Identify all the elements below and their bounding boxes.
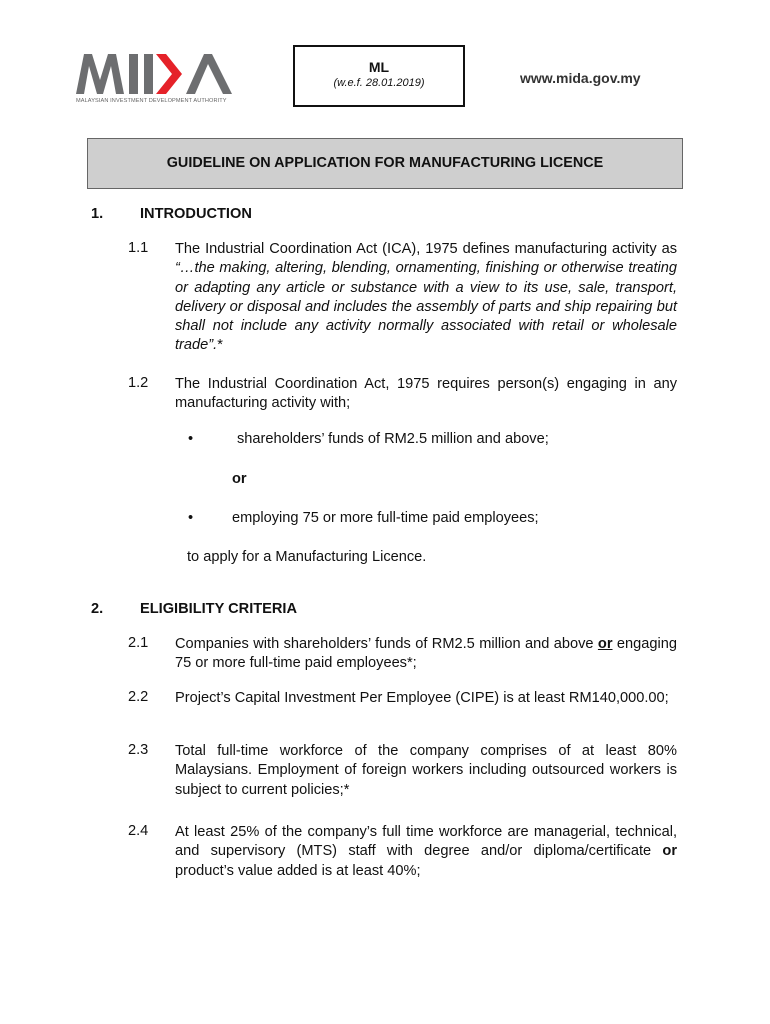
form-code: ML: [368, 59, 390, 75]
bullet-item: employing 75 or more full-time paid employees;: [232, 510, 539, 526]
footnote-mark: *: [217, 337, 223, 354]
section-heading: INTRODUCTION: [140, 206, 252, 222]
bullet-icon: •: [188, 510, 194, 526]
closing-text: to apply for a Manufacturing Licence.: [187, 549, 427, 565]
or-label: or: [232, 471, 247, 487]
para-number: 2.1: [128, 635, 149, 651]
website-url: www.mida.gov.my: [520, 70, 641, 86]
para-number: 2.4: [128, 823, 149, 839]
text: At least 25% of the company’s full time workforce are managerial, technical, and supervisory (MTS) staff with degree and/or diploma/certificate: [175, 824, 677, 860]
para-number: 2.3: [128, 742, 149, 758]
para-number: 2.2: [128, 689, 149, 705]
section-number: 2.: [91, 601, 104, 617]
logo-subtitle: MALAYSIAN INVESTMENT DEVELOPMENT AUTHORITY: [76, 98, 227, 104]
bullet-icon: •: [188, 431, 194, 447]
text: product’s value added is at least 40%;: [175, 862, 421, 879]
paragraph-2-4: [175, 823, 677, 881]
quote: “…the making, altering, blending, ornamenting, finishing or otherwise treating or adapting any article or substance with a view to its use, sale, transport, delivery or disposal and includes the assembly of parts and ship repairing but shall not include any activity normally associated with retail or wholesale trade”.: [175, 260, 677, 354]
text: Companies with shareholders’ funds of RM2.5 million and above: [175, 636, 598, 652]
paragraph-1-2: The Industrial Coordination Act, 1975 requires person(s) engaging in any manufacturing activity with;: [175, 376, 677, 412]
effective-date: (w.e.f. 28.01.2019): [333, 77, 425, 89]
para-number: 1.1: [128, 240, 149, 256]
document-title: GUIDELINE ON APPLICATION FOR MANUFACTURING LICENCE: [87, 138, 683, 189]
text: The Industrial Coordination Act (ICA), 1975 defines manufacturing activity as: [175, 241, 677, 257]
or-emphasis: or: [597, 636, 613, 652]
paragraph-2-2: Project’s Capital Investment Per Employee (CIPE) is at least RM140,000.00;: [175, 690, 669, 706]
bullet-item: shareholders’ funds of RM2.5 million and above;: [237, 431, 549, 447]
paragraph-2-3: Total full-time workforce of the company comprises of at least 80% Malaysians. Employment of foreign workers including outsourced workers is subject to current policies;*: [175, 743, 677, 798]
paragraph-1-1: [175, 240, 677, 356]
section-heading: ELIGIBILITY CRITERIA: [140, 601, 298, 617]
para-number: 1.2: [128, 375, 149, 391]
text: engaging 75 or more full-time paid employees*;: [175, 636, 677, 672]
or-emphasis: or: [662, 843, 677, 860]
paragraph-2-1: [175, 635, 677, 674]
form-code-box: [293, 45, 465, 107]
section-number: 1.: [91, 206, 104, 222]
